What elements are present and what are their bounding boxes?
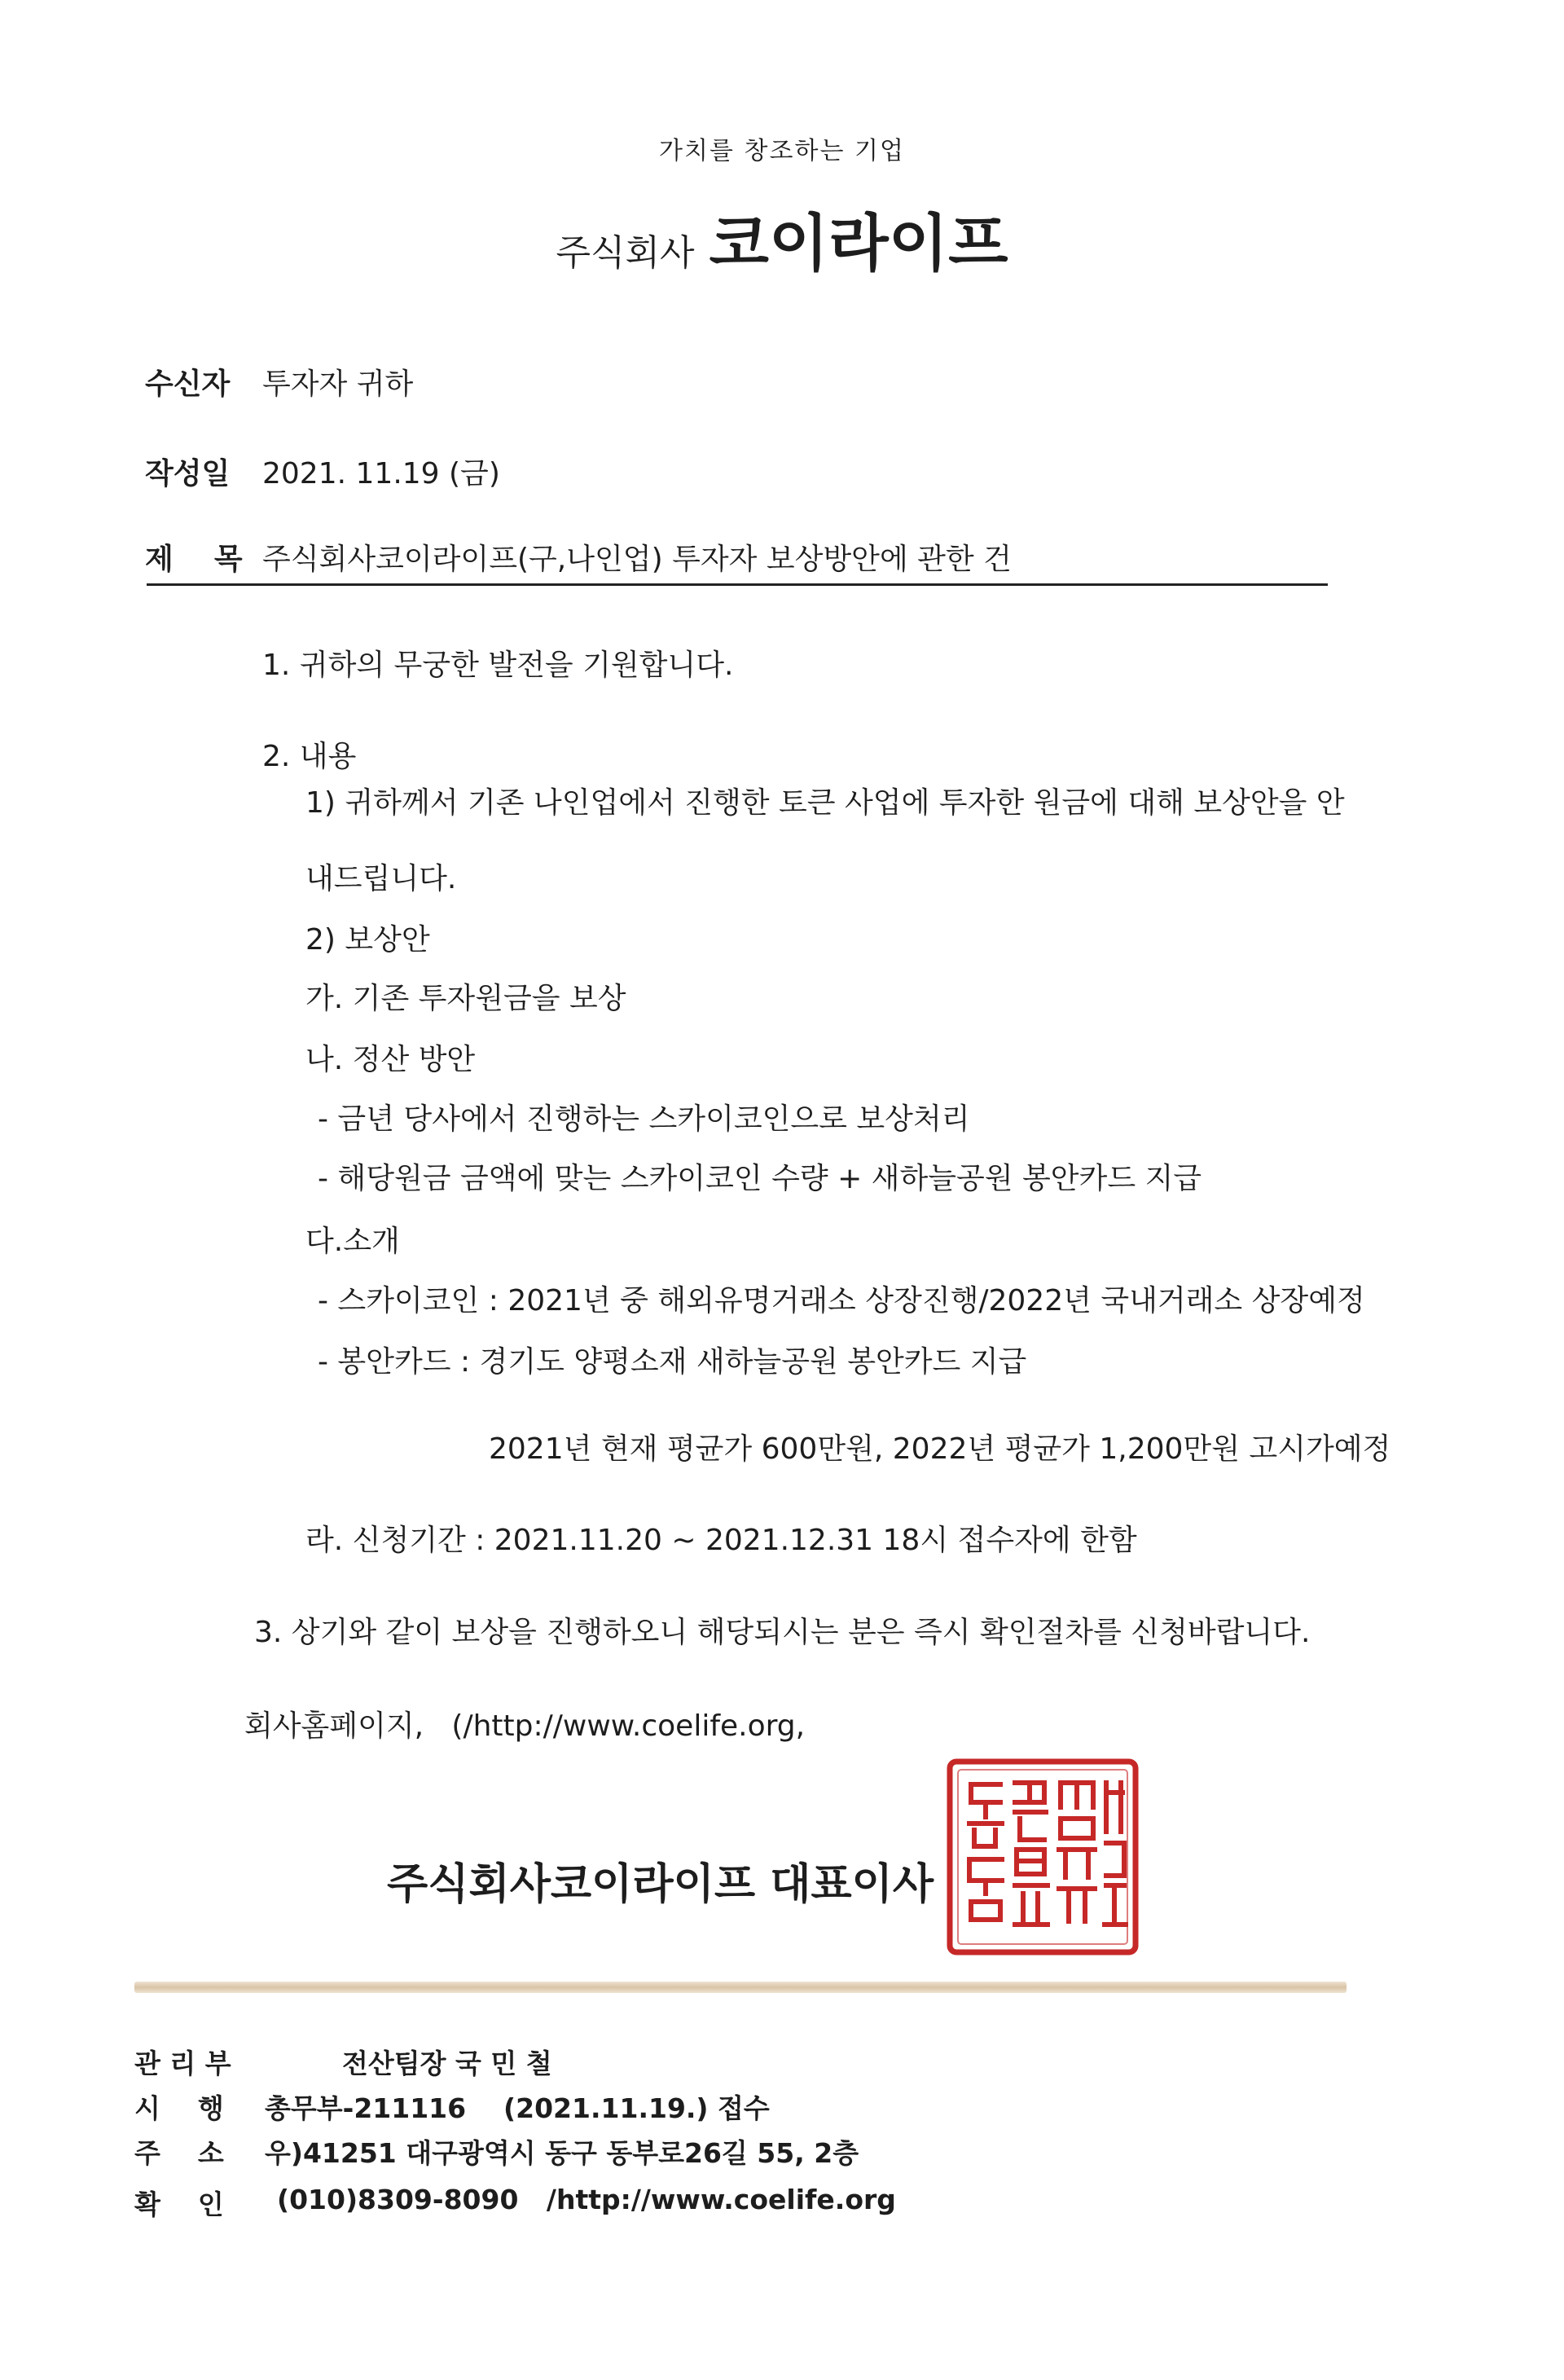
body-da: 다.소개 [305,1225,400,1258]
body-ra: 라. 신청기간 : 2021.11.20 ~ 2021.12.31 18시 접수자에 한함 [305,1524,1137,1557]
footer-value-address: 우)41251 대구광역시 동구 동부로26길 55, 2층 [265,2137,859,2169]
header-divider [147,583,1328,586]
footer-label-confirm: 확 인 [134,2189,224,2220]
body-homepage: 회사홈페이지, (/http://www.coelife.org, [244,1709,806,1743]
subject-label: 제 목 [145,543,243,576]
date-value: 2021. 11.19 (금) [262,457,500,491]
date-label: 작성일 [145,457,231,491]
body-da-bullet-1: - 스카이코인 : 2021년 중 해외유명거래소 상장진행/2022년 국내거래소 상장예정 [318,1284,1365,1318]
recipient-label: 수신자 [145,367,231,401]
footer-value-enforce: 총무부-211116 (2021.11.19.) 접수 [265,2092,770,2124]
body-na: 나. 정산 방안 [305,1043,476,1076]
footer-label-dept: 관 리 부 [134,2048,231,2079]
body-item-1: 1. 귀하의 무궁한 발전을 기원합니다. [262,649,734,682]
body-item-3: 3. 상기와 같이 보상을 진행하오니 해당되시는 분은 즉시 확인절차를 신청바랍니다. [254,1616,1311,1649]
subject-value: 주식회사코이라이프(구,나인업) 투자자 보상방안에 관한 건 [262,543,1012,576]
recipient-value: 투자자 귀하 [262,367,414,401]
company-title [0,194,1564,283]
footer-divider-bar [134,1982,1347,1993]
company-seal-stamp [947,1758,1139,1955]
body-p2: 2) 보상안 [305,923,430,957]
signature-line: 주식회사코이라이프 대표이사 [387,1860,934,1909]
footer-value-confirm: (010)8309-8090 /http://www.coelife.org [277,2184,896,2215]
body-ga: 가. 기존 투자원금을 보상 [305,982,626,1015]
footer-value-dept: 전산팀장 국 민 철 [342,2048,552,2079]
body-p1-line1: 1) 귀하께서 기존 나인업에서 진행한 토큰 사업에 투자한 원금에 대해 보상안을 안 [305,786,1345,820]
footer-label-enforce: 시 행 [134,2092,224,2124]
body-da-bullet-2: - 봉안카드 : 경기도 양평소재 새하늘공원 봉안카드 지급 [318,1345,1027,1379]
footer-label-address: 주 소 [134,2137,224,2169]
company-name: 코이라이프 [709,207,1008,279]
company-prefix: 주식회사 [556,232,695,274]
body-p1-line2: 내드립니다. [305,862,457,895]
company-slogan: 가치를 창조하는 기업 [659,137,905,165]
body-item-2: 2. 내용 [262,740,357,773]
body-na-bullet-1: - 금년 당사에서 진행하는 스카이코인으로 보상처리 [318,1102,970,1136]
body-da-bullet-2-cont: 2021년 현재 평균가 600만원, 2022년 평균가 1,200만원 고시가예정 [489,1432,1391,1466]
body-na-bullet-2: - 해당원금 금액에 맞는 스카이코인 수량 + 새하늘공원 봉안카드 지급 [318,1162,1202,1195]
